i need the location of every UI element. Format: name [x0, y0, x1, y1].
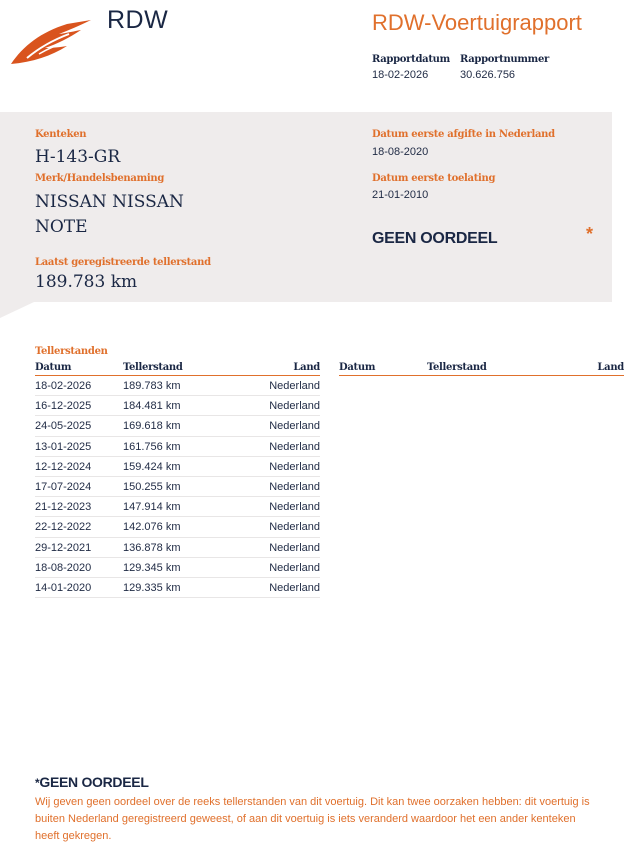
cell-country: Nederland	[269, 521, 320, 534]
report-number: 30.626.756	[460, 69, 516, 81]
header-km: Tellerstand	[123, 362, 183, 373]
header-country: Land	[293, 362, 320, 373]
header-km: Tellerstand	[427, 362, 487, 373]
cell-country: Nederland	[269, 440, 320, 453]
cell-km: 136.878 km	[123, 541, 181, 554]
readings-table-right	[339, 362, 624, 376]
table-row	[35, 558, 320, 578]
verdict-text: GEEN OORDEEL	[372, 230, 498, 247]
report-number-label: Rapportnummer	[460, 54, 549, 65]
cell-date: 18-08-2020	[35, 561, 92, 574]
first-nl-value: 18-08-2020	[372, 146, 429, 158]
table-row	[35, 517, 320, 537]
panel-tail	[0, 302, 34, 318]
table-row	[35, 416, 320, 436]
cell-date: 29-12-2021	[35, 541, 92, 554]
report-title: RDW-Voertuigrapport	[372, 10, 582, 35]
table-row	[35, 538, 320, 558]
first-admission-value: 21-01-2010	[372, 189, 429, 201]
brand-name: RDW	[107, 6, 169, 34]
header-date: Datum	[35, 362, 72, 373]
cell-date: 24-05-2025	[35, 420, 92, 433]
table-row	[35, 396, 320, 416]
cell-date: 14-01-2020	[35, 581, 92, 594]
cell-country: Nederland	[269, 480, 320, 493]
footnote-title	[35, 774, 149, 790]
cell-date: 21-12-2023	[35, 501, 92, 514]
cell-date: 17-07-2024	[35, 480, 92, 493]
table-header	[35, 362, 320, 376]
cell-km: 184.481 km	[123, 400, 181, 413]
cell-km: 150.255 km	[123, 480, 181, 493]
first-nl-label: Datum eerste afgifte in Nederland	[372, 129, 555, 140]
cell-country: Nederland	[269, 420, 320, 433]
cell-km: 142.076 km	[123, 521, 181, 534]
make-label: Merk/Handelsbenaming	[35, 173, 165, 184]
table-row	[35, 457, 320, 477]
cell-date: 13-01-2025	[35, 440, 92, 453]
footnote-title-text: GEEN OORDEEL	[39, 774, 149, 790]
cell-km: 161.756 km	[123, 440, 181, 453]
make-line-1: NISSAN NISSAN	[35, 192, 184, 212]
cell-country: Nederland	[269, 561, 320, 574]
plate-label: Kenteken	[35, 129, 87, 140]
make-line-2: NOTE	[35, 217, 88, 237]
table-row	[35, 477, 320, 497]
cell-country: Nederland	[269, 460, 320, 473]
footnote-star: *	[35, 776, 40, 790]
cell-country: Nederland	[269, 541, 320, 554]
cell-km: 169.618 km	[123, 420, 181, 433]
cell-date: 18-02-2026	[35, 380, 92, 392]
table-row	[35, 437, 320, 457]
cell-km: 189.783 km	[123, 380, 181, 392]
table-row	[35, 497, 320, 517]
first-admission-label: Datum eerste toelating	[372, 173, 496, 184]
cell-date: 12-12-2024	[35, 460, 92, 473]
table-row	[35, 578, 320, 598]
odometer-label: Laatst geregistreerde tellerstand	[35, 257, 211, 268]
readings-title: Tellerstanden	[35, 346, 108, 357]
cell-date: 22-12-2022	[35, 521, 92, 534]
rdw-logo-icon	[9, 18, 93, 66]
verdict-asterisk: *	[586, 224, 594, 244]
cell-km: 129.335 km	[123, 581, 181, 594]
cell-date: 16-12-2025	[35, 400, 92, 413]
cell-km: 147.914 km	[123, 501, 181, 514]
plate-value: H-143-GR	[35, 147, 121, 167]
cell-km: 159.424 km	[123, 460, 181, 473]
cell-country: Nederland	[269, 581, 320, 594]
header-country: Land	[597, 362, 624, 373]
cell-country: Nederland	[269, 380, 320, 392]
table-header	[339, 362, 624, 376]
cell-km: 129.345 km	[123, 561, 181, 574]
report-date: 18-02-2026	[372, 69, 429, 81]
odometer-value: 189.783 km	[35, 272, 138, 292]
readings-table-left	[35, 362, 320, 598]
header-date: Datum	[339, 362, 376, 373]
table-row	[35, 376, 320, 396]
cell-country: Nederland	[269, 501, 320, 514]
footnote-text: Wij geven geen oordeel over de reeks tellerstanden van dit voertuig. Dit kan twee oorzaken hebben: dit voertuig is buiten Nederland geregistreerd geweest, of aan dit voertuig is iets veranderd waardoor het een ander kenteken heeft gekregen.	[35, 796, 590, 842]
report-date-label: Rapportdatum	[372, 54, 450, 65]
cell-country: Nederland	[269, 400, 320, 413]
